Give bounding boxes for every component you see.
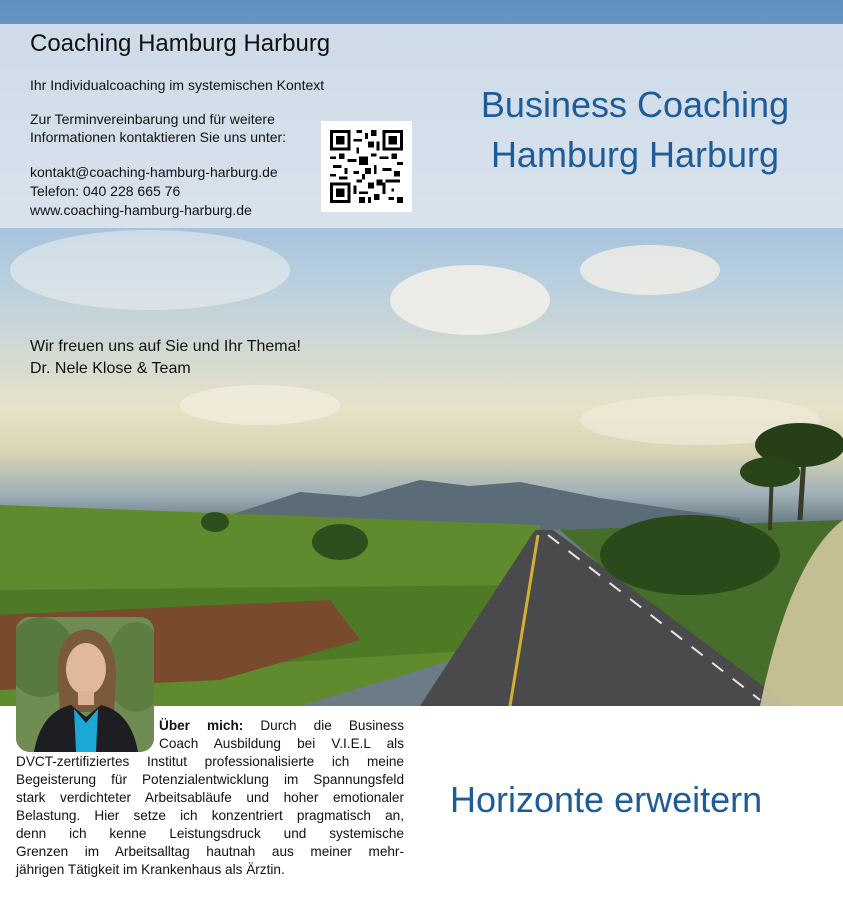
headline-line: Hamburg Harburg: [490, 134, 780, 175]
about-line: jährigen Tätigkeit im Krankenhaus als Ärztin.: [16, 862, 285, 877]
cloud: [180, 385, 340, 425]
cloud: [390, 265, 550, 335]
phone-number[interactable]: Telefon: 040 228 665 76: [30, 183, 181, 199]
headline-line: Business Coaching: [480, 84, 790, 125]
qr-code-icon: [321, 121, 412, 212]
about-line: Coach Ausbildung bei V.I.E.L als: [159, 736, 404, 751]
tree: [600, 515, 780, 595]
qr-code-graphic: [330, 130, 403, 203]
slogan: Horizonte erweitern: [450, 779, 763, 820]
about-section: [16, 717, 404, 879]
about-label: Über mich:: [159, 718, 244, 733]
about-line: Belastung. Hier setze ich konzentriert pragmatisch an,: [16, 808, 404, 823]
tree: [312, 524, 368, 560]
greeting-line: Wir freuen uns auf Sie und Ihr Thema!: [30, 338, 301, 355]
palm-crown: [740, 457, 800, 487]
contact-details: [30, 163, 278, 220]
about-line: Grenzen im Arbeitsalltag hautnah aus meiner mehr-: [16, 844, 404, 859]
headline: [440, 80, 830, 180]
greeting: [30, 336, 301, 380]
about-line: stark verdichteter Arbeitsabläufe und hoher emotionaler: [16, 790, 404, 805]
about-line: [159, 717, 404, 735]
neck: [78, 691, 94, 705]
tagline: Ihr Individualcoaching im systemischen Kontext: [30, 77, 325, 93]
appointment-text: [30, 110, 286, 146]
appointment-line: Zur Terminvereinbarung und für weitere: [30, 111, 275, 127]
face: [66, 643, 106, 695]
website-link[interactable]: www.coaching-hamburg-harburg.de: [30, 202, 252, 218]
about-line: DVCT-zertifiziertes Institut professionalisierte ich meine: [16, 754, 404, 769]
email-link[interactable]: kontakt@coaching-hamburg-harburg.de: [30, 164, 278, 180]
tree: [201, 512, 229, 532]
cloud: [580, 245, 720, 295]
appointment-line: Informationen kontaktieren Sie uns unter:: [30, 129, 287, 145]
signature-line: Dr. Nele Klose & Team: [30, 360, 191, 377]
about-line: denn ich kenne Leistungsdruck und systemische: [16, 826, 404, 841]
cloud: [10, 230, 290, 310]
about-text: Durch die Business: [243, 718, 404, 733]
contact-title: Coaching Hamburg Harburg: [30, 30, 331, 57]
about-line: Begeisterung für Potenzialentwicklung im Spannungsfeld: [16, 772, 404, 787]
